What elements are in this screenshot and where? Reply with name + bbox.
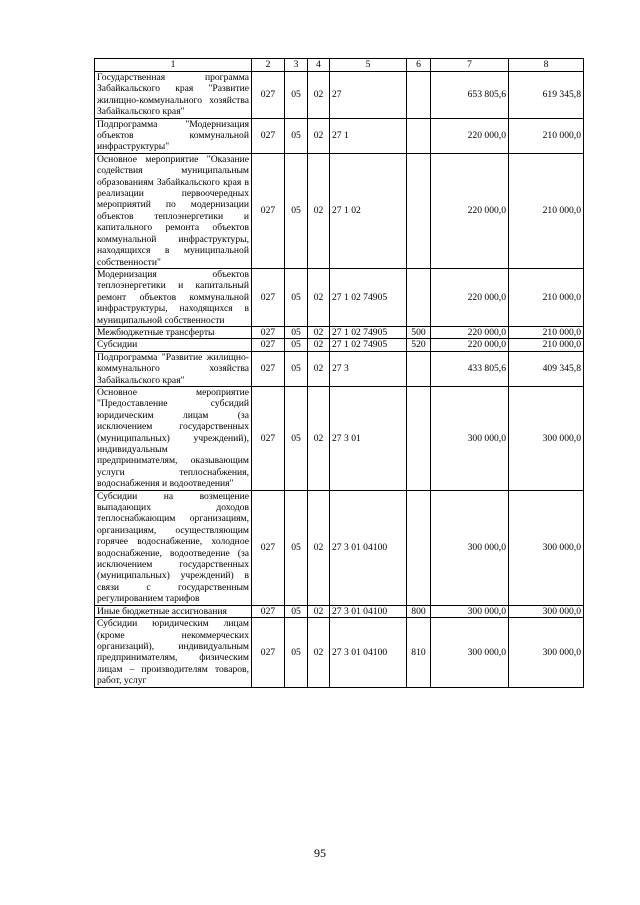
subsection-cell: 02 — [308, 326, 330, 338]
target-article-cell: 27 3 01 04100 — [330, 618, 407, 687]
target-article-cell: 27 1 02 74905 — [330, 326, 407, 338]
expense-type-cell: 500 — [407, 326, 431, 338]
amount-year1-cell: 433 805,6 — [431, 351, 509, 386]
header-cell: 8 — [509, 59, 584, 72]
target-article-cell: 27 3 — [330, 351, 407, 386]
expense-type-cell: 800 — [407, 605, 431, 617]
amount-year2-cell: 300 000,0 — [509, 618, 584, 687]
expense-type-cell — [407, 351, 431, 386]
admin-code-cell: 027 — [252, 605, 285, 617]
row-name-cell: Государственная программа Забайкальского края "Развитие жилищно-коммунального хозяйства Забайкальского края" — [95, 72, 252, 119]
admin-code-cell: 027 — [252, 386, 285, 490]
subsection-cell: 02 — [308, 618, 330, 687]
table-row — [95, 490, 584, 605]
target-article-cell: 27 3 01 — [330, 386, 407, 490]
amount-year2-cell: 210 000,0 — [509, 339, 584, 351]
section-cell: 05 — [285, 490, 308, 605]
table-row — [95, 118, 584, 153]
target-article-cell: 27 1 02 74905 — [330, 339, 407, 351]
amount-year2-cell: 300 000,0 — [509, 386, 584, 490]
subsection-cell: 02 — [308, 339, 330, 351]
amount-year1-cell: 300 000,0 — [431, 386, 509, 490]
amount-year1-cell: 653 805,6 — [431, 72, 509, 119]
admin-code-cell: 027 — [252, 326, 285, 338]
subsection-cell: 02 — [308, 72, 330, 119]
section-cell: 05 — [285, 268, 308, 326]
target-article-cell: 27 — [330, 72, 407, 119]
table-row — [95, 605, 584, 617]
expense-type-cell — [407, 386, 431, 490]
expense-type-cell — [407, 490, 431, 605]
row-name-cell: Основное мероприятие "Предоставление субсидий юридическим лицам (за исключением государственных (муниципальных) учреждений), индивидуальным предпринимателям, оказывающим услуги теплоснабжения, водоснабжения и водоотведения" — [95, 386, 252, 490]
header-cell: 2 — [252, 59, 285, 72]
section-cell: 05 — [285, 618, 308, 687]
amount-year1-cell: 220 000,0 — [431, 153, 509, 268]
header-cell: 6 — [407, 59, 431, 72]
section-cell: 05 — [285, 605, 308, 617]
row-name-cell: Основное мероприятие "Оказание содействия муниципальным образованиям Забайкальского края в реализации первоочередных мероприятий по модернизации объектов теплоэнергетики и капитального ремонта объектов коммунальной инфраструктуры, находящихся в муниципальной собственности" — [95, 153, 252, 268]
subsection-cell: 02 — [308, 605, 330, 617]
subsection-cell: 02 — [308, 153, 330, 268]
section-cell: 05 — [285, 351, 308, 386]
admin-code-cell: 027 — [252, 72, 285, 119]
subsection-cell: 02 — [308, 118, 330, 153]
admin-code-cell: 027 — [252, 490, 285, 605]
admin-code-cell: 027 — [252, 339, 285, 351]
section-cell: 05 — [285, 118, 308, 153]
table-row — [95, 72, 584, 119]
target-article-cell: 27 3 01 04100 — [330, 490, 407, 605]
expense-type-cell — [407, 153, 431, 268]
admin-code-cell: 027 — [252, 351, 285, 386]
header-cell: 1 — [95, 59, 252, 72]
subsection-cell: 02 — [308, 351, 330, 386]
amount-year2-cell: 210 000,0 — [509, 268, 584, 326]
amount-year2-cell: 300 000,0 — [509, 490, 584, 605]
row-name-cell: Иные бюджетные ассигнования — [95, 605, 252, 617]
amount-year2-cell: 210 000,0 — [509, 153, 584, 268]
expense-type-cell — [407, 268, 431, 326]
subsection-cell: 02 — [308, 268, 330, 326]
amount-year2-cell: 300 000,0 — [509, 605, 584, 617]
row-name-cell: Межбюджетные трансферты — [95, 326, 252, 338]
admin-code-cell: 027 — [252, 118, 285, 153]
page-number: 95 — [314, 846, 326, 860]
amount-year1-cell: 300 000,0 — [431, 605, 509, 617]
amount-year2-cell: 210 000,0 — [509, 118, 584, 153]
budget-table — [94, 58, 584, 688]
section-cell: 05 — [285, 153, 308, 268]
expense-type-cell: 520 — [407, 339, 431, 351]
row-name-cell: Субсидии юридическим лицам (кроме некоммерческих организаций), индивидуальным предпринимателям, физическим лицам – производителям товаров, работ, услуг — [95, 618, 252, 687]
section-cell: 05 — [285, 72, 308, 119]
table-row — [95, 618, 584, 687]
header-cell: 3 — [285, 59, 308, 72]
header-cell: 5 — [330, 59, 407, 72]
header-cell: 4 — [308, 59, 330, 72]
amount-year1-cell: 300 000,0 — [431, 618, 509, 687]
section-cell: 05 — [285, 339, 308, 351]
row-name-cell: Субсидии — [95, 339, 252, 351]
table-row — [95, 386, 584, 490]
amount-year1-cell: 220 000,0 — [431, 268, 509, 326]
table-row — [95, 351, 584, 386]
amount-year1-cell: 220 000,0 — [431, 339, 509, 351]
amount-year1-cell: 220 000,0 — [431, 326, 509, 338]
table-row — [95, 153, 584, 268]
table-row — [95, 326, 584, 338]
expense-type-cell — [407, 72, 431, 119]
expense-type-cell — [407, 118, 431, 153]
admin-code-cell: 027 — [252, 153, 285, 268]
expense-type-cell: 810 — [407, 618, 431, 687]
target-article-cell: 27 1 02 — [330, 153, 407, 268]
header-cell: 7 — [431, 59, 509, 72]
target-article-cell: 27 3 01 04100 — [330, 605, 407, 617]
amount-year2-cell: 210 000,0 — [509, 326, 584, 338]
table-header-row — [95, 59, 584, 72]
amount-year2-cell: 619 345,8 — [509, 72, 584, 119]
admin-code-cell: 027 — [252, 268, 285, 326]
subsection-cell: 02 — [308, 386, 330, 490]
row-name-cell: Субсидии на возмещение выпадающих доходов теплоснабжающим организациям, организациям, осуществляющим горячее водоснабжение, холодное водоснабжение, водоотведение (за исключением государственных (муниципальных) учреждений) в связи с государственным регулированием тарифов — [95, 490, 252, 605]
amount-year1-cell: 220 000,0 — [431, 118, 509, 153]
section-cell: 05 — [285, 326, 308, 338]
amount-year1-cell: 300 000,0 — [431, 490, 509, 605]
table-row — [95, 339, 584, 351]
subsection-cell: 02 — [308, 490, 330, 605]
admin-code-cell: 027 — [252, 618, 285, 687]
amount-year2-cell: 409 345,8 — [509, 351, 584, 386]
target-article-cell: 27 1 02 74905 — [330, 268, 407, 326]
row-name-cell: Модернизация объектов теплоэнергетики и капитальный ремонт объектов коммунальной инфраструктуры, находящихся в муниципальной собственности — [95, 268, 252, 326]
section-cell: 05 — [285, 386, 308, 490]
row-name-cell: Подпрограмма "Развитие жилищно-коммунального хозяйства Забайкальского края" — [95, 351, 252, 386]
row-name-cell: Подпрограмма "Модернизация объектов коммунальной инфраструктуры" — [95, 118, 252, 153]
table-row — [95, 268, 584, 326]
target-article-cell: 27 1 — [330, 118, 407, 153]
